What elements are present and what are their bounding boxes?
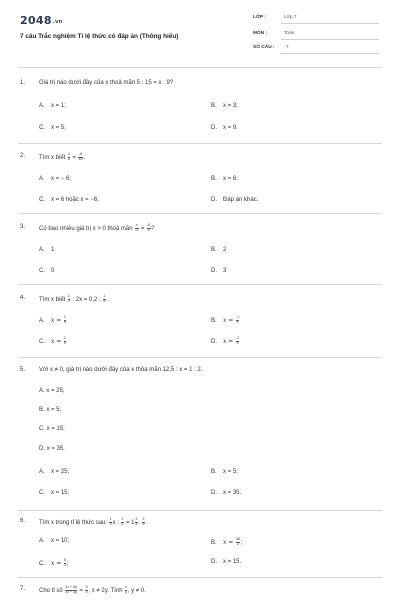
denominator: y: [125, 589, 127, 594]
denominator: -2: [135, 227, 139, 232]
question-stem: [20, 80, 382, 90]
stem-part: Tìm x biết: [39, 296, 66, 303]
numerator: 1: [103, 294, 106, 298]
question-number: 6.: [20, 518, 26, 524]
stem-part: Tìm x trong tỉ lệ thức sau:: [39, 519, 108, 526]
option-text: x = 1;: [51, 103, 66, 109]
denominator: 2: [67, 298, 70, 303]
answer-list-item: B. x = 5;: [39, 407, 62, 413]
option-key: C.: [39, 338, 45, 345]
meta-value: Toán: [284, 31, 295, 36]
logo-text: 2048: [20, 14, 52, 27]
numerator: 1: [109, 517, 112, 521]
meta-underline: [281, 53, 379, 54]
option-key: C.: [39, 268, 45, 274]
option-b[interactable]: [211, 538, 242, 547]
denominator: 5: [63, 340, 66, 345]
meta-label: SỐ CÂU :: [253, 45, 275, 50]
question-stem: [20, 518, 382, 528]
meta-count: [253, 45, 379, 55]
option-text: x = 15.: [223, 559, 242, 565]
fraction: [65, 586, 77, 595]
option-c[interactable]: [39, 268, 54, 274]
option-prefix: x =: [51, 337, 62, 345]
option-b[interactable]: [211, 176, 238, 182]
question-divider: [18, 577, 382, 578]
option-d[interactable]: [211, 268, 226, 274]
numerator: -8: [146, 223, 151, 227]
option-key: C.: [39, 490, 45, 496]
stem-part: x :: [112, 519, 119, 526]
denominator: 5: [142, 521, 145, 526]
fraction: [236, 538, 241, 547]
stem-part: =: [79, 587, 84, 594]
denominator: 15: [78, 156, 83, 161]
option-text: x = 25;: [51, 469, 70, 475]
denominator: 5: [236, 340, 239, 345]
fraction: [64, 316, 67, 325]
option-suffix: ;: [240, 539, 243, 546]
denominator: 2: [236, 541, 239, 546]
option-key: B.: [211, 176, 217, 182]
option-b[interactable]: [211, 247, 226, 253]
option-c[interactable]: [39, 337, 67, 346]
option-prefix: x =: [223, 337, 234, 345]
document-title: 7 câu Trắc nghiệm Tỉ lệ thức có đáp án (Thông hiểu): [20, 33, 179, 40]
fraction: [135, 224, 139, 233]
stem-part: =: [140, 225, 145, 232]
option-key: A.: [39, 247, 45, 253]
meta-class: [253, 15, 379, 25]
meta-label: MÔN :: [253, 31, 268, 36]
option-a[interactable]: [39, 176, 71, 182]
numerator: 1: [67, 294, 70, 298]
numerator: -6: [78, 152, 83, 156]
question-stem: [20, 224, 382, 234]
denominator: 4: [236, 319, 239, 324]
fraction: [147, 224, 151, 233]
question-2: [20, 152, 382, 203]
option-d[interactable]: [211, 125, 238, 131]
answer-list-item: C. x = 15;: [39, 426, 65, 432]
numerator: 2x + 6y: [65, 585, 77, 589]
option-suffix: ;: [66, 560, 69, 567]
question-text: [39, 295, 108, 304]
option-key: B.: [211, 247, 217, 253]
question-divider: [18, 357, 382, 358]
option-key: A.: [39, 176, 45, 182]
numerator: 3: [135, 517, 138, 521]
denominator: 2: [85, 589, 88, 594]
question-text: [39, 153, 85, 162]
option-key: A.: [39, 317, 45, 324]
numerator: 2: [121, 517, 124, 521]
option-b[interactable]: [211, 469, 238, 475]
option-text: x = 35.: [223, 490, 242, 496]
option-c[interactable]: [39, 125, 66, 131]
question-stem: [20, 295, 382, 305]
question-divider: [18, 284, 382, 285]
option-key: C.: [39, 197, 45, 203]
option-prefix: x =: [51, 559, 62, 567]
denominator: 3: [63, 562, 66, 567]
option-key: D.: [211, 197, 217, 203]
meta-underline: [281, 39, 379, 40]
logo-suffix: .vn: [52, 19, 63, 25]
denominator: 4: [63, 319, 66, 324]
numerator: x: [68, 152, 70, 156]
option-key: B.: [211, 539, 217, 546]
option-text: x = 9.: [223, 125, 238, 131]
option-prefix: x =: [223, 316, 234, 324]
denominator: 3: [121, 521, 124, 526]
meta-underline: [281, 23, 379, 24]
question-number: 5.: [20, 367, 26, 373]
numerator: 5: [85, 585, 88, 589]
answer-list-item: A. x = 25;: [39, 388, 65, 394]
option-c[interactable]: [39, 490, 69, 496]
question-text: [39, 518, 147, 527]
fraction: [236, 337, 240, 346]
option-text: 3: [223, 268, 227, 274]
question-number: 7.: [20, 586, 26, 592]
option-a[interactable]: [39, 316, 67, 325]
option-key: A.: [39, 538, 45, 544]
stem-part: Có bao nhiêu giá trị x > 0 thoả mãn: [39, 225, 133, 232]
option-key: B.: [211, 469, 217, 475]
option-b[interactable]: [211, 316, 240, 325]
question-1: [20, 80, 382, 131]
question-3: [20, 223, 382, 274]
denominator: 4: [135, 521, 138, 526]
numerator: 1: [63, 315, 66, 319]
question-text: [39, 224, 154, 233]
meta-value: 7: [286, 45, 289, 50]
fraction: [121, 518, 124, 527]
option-text: x = 10;: [51, 538, 70, 544]
option-a[interactable]: [39, 538, 69, 544]
numerator: 35: [235, 537, 240, 541]
option-text: 1: [51, 247, 55, 253]
question-text: Giá trị nào dưới đây của x thoả mãn 5 : 15 = x : 9?: [39, 80, 174, 86]
question-4: [20, 294, 382, 345]
option-text: 0: [51, 268, 55, 274]
question-6: [20, 517, 382, 567]
fraction: [64, 337, 67, 346]
option-key: D.: [211, 559, 217, 565]
numerator: x: [125, 585, 127, 589]
question-stem: [20, 367, 382, 377]
option-d[interactable]: [211, 490, 241, 496]
option-d[interactable]: [211, 559, 241, 565]
question-divider: [18, 143, 382, 144]
numerator: -1: [235, 315, 240, 319]
option-text: Đáp án khác.: [223, 197, 259, 203]
option-key: D.: [211, 268, 217, 274]
question-number: 1.: [20, 80, 26, 86]
option-a[interactable]: [39, 247, 54, 253]
question-stem: [20, 153, 382, 163]
stem-part: , x ≠ 2y. Tính: [88, 587, 123, 594]
meta-subject: [253, 31, 379, 41]
option-key: C.: [39, 560, 45, 567]
question-number: 4.: [20, 295, 26, 301]
option-key: A.: [39, 469, 45, 475]
option-key: D.: [211, 125, 217, 131]
stem-part: .: [106, 296, 108, 303]
numerator: -1: [235, 336, 240, 340]
document-header: [0, 0, 400, 62]
option-key: B.: [211, 317, 217, 324]
stem-part: Cho tỉ số: [39, 587, 63, 594]
option-key: B.: [211, 103, 217, 109]
fraction: [68, 153, 71, 162]
denominator: 2x − 3y: [65, 589, 77, 594]
meta-label: LỚP :: [253, 15, 267, 20]
option-text: x = 15;: [51, 490, 70, 496]
option-key: C.: [39, 125, 45, 131]
option-text: x = 5;: [223, 469, 238, 475]
stem-part: Tìm x biết: [39, 154, 66, 161]
stem-part: =: [72, 154, 76, 161]
option-prefix: x =: [223, 538, 234, 546]
numerator: x: [135, 223, 138, 227]
question-divider: [18, 213, 382, 214]
option-prefix: x =: [51, 316, 62, 324]
denominator: 5: [67, 156, 70, 161]
option-d[interactable]: [211, 337, 240, 346]
stem-part: = 1: [125, 519, 135, 526]
option-text: x = 6;: [223, 176, 238, 182]
option-a[interactable]: [39, 103, 66, 109]
header-divider: [18, 67, 382, 68]
denominator: x: [147, 227, 150, 232]
question-7: [20, 586, 382, 596]
meta-value: Lớp 7: [284, 15, 297, 20]
option-a[interactable]: [39, 469, 69, 475]
question-number: 2.: [20, 153, 26, 159]
question-5: [20, 367, 382, 496]
stem-part: .: [83, 154, 86, 161]
option-text: x = − 6;: [51, 176, 72, 182]
option-text: 2: [223, 247, 227, 253]
stem-part: , y ≠ 0.: [127, 587, 146, 594]
answer-list-item: D. x = 35.: [39, 446, 65, 452]
stem-part: ?: [151, 225, 155, 232]
fraction: [236, 316, 240, 325]
option-c[interactable]: [39, 197, 99, 203]
question-divider: [18, 510, 382, 511]
denominator: 4: [103, 298, 106, 303]
question-text: Với x ≠ 0, giá trị nào dưới đây của x thỏa mãn 12,5 : x = 1 : 2.: [39, 367, 203, 373]
option-key: D.: [211, 490, 217, 496]
option-text: x = 3;: [223, 103, 238, 109]
stem-part: .: [145, 519, 148, 526]
option-c[interactable]: [39, 559, 68, 568]
fraction: [68, 295, 71, 304]
option-d[interactable]: [211, 197, 258, 203]
option-key: A.: [39, 103, 45, 109]
question-text: [39, 586, 146, 595]
stem-part: : 2x = 0,2 :: [72, 296, 101, 303]
option-text: x = 6 hoặc x = −6;: [51, 197, 99, 203]
question-number: 3.: [20, 224, 26, 230]
option-text: x = 5;: [51, 125, 66, 131]
stem-part: :: [138, 519, 140, 526]
denominator: 3: [109, 521, 112, 526]
question-stem: [20, 586, 382, 596]
numerator: 2: [142, 517, 145, 521]
site-logo[interactable]: [20, 14, 62, 27]
numerator: 5: [63, 558, 66, 562]
option-key: D.: [211, 338, 217, 345]
numerator: 1: [63, 336, 66, 340]
option-b[interactable]: [211, 103, 238, 109]
